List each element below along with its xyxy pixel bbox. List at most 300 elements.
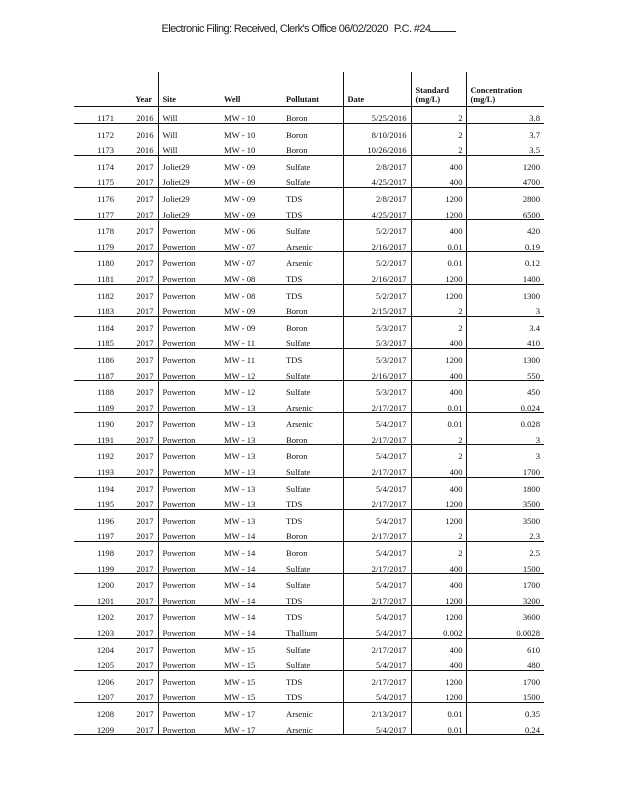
cell-pollutant: Sulfate bbox=[282, 155, 343, 171]
cell-site: Joliet29 bbox=[158, 155, 220, 171]
col-header-year: Year bbox=[118, 72, 158, 107]
cell-standard: 1200 bbox=[411, 268, 466, 284]
cell-row-id: 1185 bbox=[97, 338, 114, 349]
cell-concentration: 0.35 bbox=[466, 702, 544, 718]
cell-concentration: 3500 bbox=[466, 509, 544, 525]
filing-stamp-text: Electronic Filing: Received, Clerk's Office 06/02/2020 bbox=[161, 23, 388, 35]
cell-pollutant: TDS bbox=[282, 348, 343, 364]
cell-well: MW - 15 bbox=[220, 638, 282, 654]
table-row bbox=[74, 493, 544, 509]
cell-well: MW - 14 bbox=[224, 563, 256, 574]
table-row bbox=[74, 542, 544, 558]
table-row bbox=[74, 155, 544, 171]
cell-concentration: 1300 bbox=[466, 284, 544, 300]
cell-row-id: 1196 bbox=[74, 509, 118, 525]
cell-site: Will bbox=[158, 139, 220, 155]
table-row bbox=[74, 204, 544, 220]
table-row bbox=[74, 268, 544, 284]
cell-row-id: 1184 bbox=[74, 316, 118, 332]
cell-date: 5/4/2017 bbox=[343, 686, 411, 702]
cell-pollutant: Arsenic bbox=[286, 241, 313, 252]
cell-well: MW - 11 bbox=[224, 338, 256, 349]
cell-row-id: 1198 bbox=[74, 542, 118, 558]
col-header-standard-line1: Standard bbox=[415, 86, 450, 96]
cell-year: 2017 bbox=[136, 402, 154, 413]
cell-date: 4/25/2017 bbox=[343, 204, 411, 220]
table-row bbox=[74, 316, 544, 332]
cell-year: 2017 bbox=[118, 187, 158, 203]
cell-year: 2017 bbox=[118, 542, 158, 558]
cell-standard: 1200 bbox=[411, 284, 466, 300]
cell-site: Will bbox=[158, 107, 220, 124]
cell-date: 5/4/2017 bbox=[343, 477, 411, 493]
cell-pollutant: TDS bbox=[282, 509, 343, 525]
cell-year: 2017 bbox=[136, 177, 154, 188]
cell-date: 5/2/2017 bbox=[343, 220, 411, 236]
cell-date: 5/3/2017 bbox=[343, 332, 411, 348]
cell-concentration: 0.19 bbox=[466, 236, 544, 252]
cell-pollutant: Arsenic bbox=[282, 719, 343, 735]
cell-pollutant: Sulfate bbox=[286, 563, 311, 574]
cell-year: 2017 bbox=[136, 434, 154, 445]
cell-well: MW - 13 bbox=[220, 413, 282, 429]
cell-date: 5/25/2016 bbox=[343, 107, 411, 124]
cell-site: Powerton bbox=[158, 606, 220, 622]
table-row bbox=[74, 702, 544, 718]
cell-site: Powerton bbox=[158, 429, 220, 445]
cell-site: Powerton bbox=[158, 590, 220, 606]
cell-concentration: 1700 bbox=[466, 574, 544, 590]
cell-site: Powerton bbox=[158, 477, 220, 493]
cell-year: 2016 bbox=[136, 145, 154, 156]
cell-site: Powerton bbox=[158, 332, 220, 348]
cell-year: 2017 bbox=[118, 220, 158, 236]
table-row bbox=[74, 381, 544, 397]
cell-date: 2/17/2017 bbox=[343, 638, 411, 654]
cell-standard: 0.01 bbox=[411, 702, 466, 718]
col-header-standard-line2: (mg/L) bbox=[415, 94, 441, 104]
cell-pollutant: Arsenic bbox=[282, 702, 343, 718]
col-header-date: Date bbox=[343, 72, 411, 107]
cell-row-id: 1187 bbox=[97, 370, 114, 381]
cell-standard: 2 bbox=[411, 300, 466, 316]
cell-site: Powerton bbox=[158, 493, 220, 509]
cell-date: 2/16/2017 bbox=[343, 365, 411, 381]
cell-well: MW - 10 bbox=[224, 145, 256, 156]
cell-row-id: 1186 bbox=[74, 348, 118, 364]
cell-standard: 400 bbox=[411, 574, 466, 590]
cell-standard: 2 bbox=[411, 107, 466, 124]
cell-standard: 400 bbox=[411, 171, 466, 187]
cell-concentration: 0.028 bbox=[466, 413, 544, 429]
table-row bbox=[74, 348, 544, 364]
cell-pollutant: Sulfate bbox=[282, 574, 343, 590]
cell-standard: 1200 bbox=[411, 686, 466, 702]
cell-well: MW - 14 bbox=[220, 542, 282, 558]
cell-standard: 400 bbox=[411, 638, 466, 654]
cell-row-id: 1192 bbox=[74, 445, 118, 461]
cell-pollutant: Sulfate bbox=[286, 660, 311, 671]
cell-date: 2/8/2017 bbox=[343, 187, 411, 203]
cell-date: 2/17/2017 bbox=[343, 670, 411, 686]
cell-row-id: 1205 bbox=[96, 660, 114, 671]
cell-date: 2/13/2017 bbox=[343, 702, 411, 718]
table-row bbox=[74, 445, 544, 461]
cell-year: 2017 bbox=[136, 273, 154, 284]
cell-standard: 0.01 bbox=[411, 252, 466, 268]
cell-pollutant: Boron bbox=[286, 113, 308, 123]
cell-row-id: 1199 bbox=[97, 563, 114, 574]
cell-date: 2/17/2017 bbox=[343, 590, 411, 606]
cell-row-id: 1190 bbox=[74, 413, 118, 429]
cell-well: MW - 09 bbox=[224, 306, 256, 317]
cell-date: 5/3/2017 bbox=[343, 316, 411, 332]
cell-date: 2/17/2017 bbox=[343, 493, 411, 509]
cell-pollutant: Boron bbox=[282, 123, 343, 139]
cell-site: Powerton bbox=[158, 686, 220, 702]
cell-site: Powerton bbox=[158, 638, 220, 654]
table-row bbox=[74, 284, 544, 300]
cell-site: Powerton bbox=[158, 316, 220, 332]
cell-site: Powerton bbox=[158, 670, 220, 686]
cell-date: 5/4/2017 bbox=[343, 574, 411, 590]
cell-pollutant: TDS bbox=[286, 499, 303, 510]
cell-pollutant: Boron bbox=[286, 145, 308, 156]
cell-row-id: 1209 bbox=[74, 719, 118, 735]
table-row bbox=[74, 429, 544, 445]
table-row bbox=[74, 252, 544, 268]
cell-year: 2017 bbox=[136, 595, 154, 606]
cell-concentration: 550 bbox=[466, 365, 544, 381]
cell-standard: 400 bbox=[411, 381, 466, 397]
cell-concentration: 6500 bbox=[466, 204, 544, 220]
cell-year: 2017 bbox=[118, 155, 158, 171]
cell-date: 5/3/2017 bbox=[343, 381, 411, 397]
filing-stamp-header bbox=[0, 22, 618, 35]
cell-row-id: 1202 bbox=[74, 606, 118, 622]
cell-pollutant: Sulfate bbox=[282, 220, 343, 236]
cell-pollutant: Boron bbox=[282, 542, 343, 558]
cell-standard: 1200 bbox=[411, 493, 466, 509]
cell-date: 2/15/2017 bbox=[343, 300, 411, 316]
cell-year: 2017 bbox=[118, 284, 158, 300]
cell-concentration: 1400 bbox=[466, 268, 544, 284]
cell-standard: 1200 bbox=[411, 670, 466, 686]
cell-well: MW - 14 bbox=[224, 628, 256, 638]
cell-row-id: 1207 bbox=[96, 692, 114, 703]
cell-standard: 0.01 bbox=[411, 413, 466, 429]
cell-pollutant: Sulfate bbox=[282, 638, 343, 654]
table-row bbox=[74, 558, 544, 574]
cell-row-id: 1197 bbox=[97, 531, 114, 542]
table-row bbox=[74, 139, 544, 155]
table-row bbox=[74, 171, 544, 187]
cell-year: 2017 bbox=[118, 348, 158, 364]
cell-row-id: 1172 bbox=[74, 123, 118, 139]
cell-row-id: 1201 bbox=[96, 595, 114, 606]
cell-year: 2017 bbox=[118, 606, 158, 622]
cell-well: MW - 15 bbox=[224, 660, 256, 671]
cell-row-id: 1177 bbox=[97, 209, 114, 220]
table-row bbox=[74, 654, 544, 670]
groundwater-exceedance-table bbox=[74, 72, 544, 735]
cell-concentration: 3.4 bbox=[466, 316, 544, 332]
cell-site: Powerton bbox=[158, 525, 220, 541]
cell-concentration: 3 bbox=[466, 445, 544, 461]
cell-concentration: 0.0028 bbox=[466, 622, 544, 638]
filing-stamp-underline bbox=[430, 22, 456, 32]
cell-row-id: 1188 bbox=[74, 381, 118, 397]
cell-date: 5/4/2017 bbox=[343, 542, 411, 558]
cell-year: 2017 bbox=[136, 692, 154, 703]
cell-site: Powerton bbox=[158, 220, 220, 236]
col-header-well: Well bbox=[220, 72, 282, 107]
cell-concentration: 0.024 bbox=[466, 397, 544, 413]
cell-standard: 400 bbox=[411, 365, 466, 381]
cell-concentration: 3200 bbox=[466, 590, 544, 606]
cell-date: 5/4/2017 bbox=[343, 413, 411, 429]
table-row bbox=[74, 719, 544, 735]
cell-row-id: 1182 bbox=[74, 284, 118, 300]
cell-concentration: 1300 bbox=[466, 348, 544, 364]
cell-standard: 0.01 bbox=[411, 236, 466, 252]
cell-well: MW - 08 bbox=[224, 273, 256, 284]
cell-site: Powerton bbox=[158, 445, 220, 461]
cell-standard: 400 bbox=[411, 332, 466, 348]
col-header-row-id bbox=[74, 72, 118, 107]
col-header-standard bbox=[411, 72, 466, 107]
cell-row-id: 1180 bbox=[74, 252, 118, 268]
cell-concentration: 0.24 bbox=[466, 719, 544, 735]
cell-well: MW - 13 bbox=[224, 434, 256, 445]
cell-well: MW - 08 bbox=[220, 284, 282, 300]
cell-standard: 400 bbox=[411, 477, 466, 493]
table-row bbox=[74, 477, 544, 493]
cell-year: 2017 bbox=[118, 477, 158, 493]
cell-well: MW - 13 bbox=[224, 402, 256, 413]
table-row bbox=[74, 332, 544, 348]
col-header-site: Site bbox=[158, 72, 220, 107]
cell-site: Powerton bbox=[158, 252, 220, 268]
cell-well: MW - 13 bbox=[224, 499, 256, 510]
cell-row-id: 1171 bbox=[97, 113, 114, 123]
cell-well: MW - 07 bbox=[224, 241, 256, 252]
cell-pollutant: Sulfate bbox=[286, 177, 311, 188]
cell-year: 2017 bbox=[136, 467, 154, 478]
cell-row-id: 1203 bbox=[96, 628, 114, 638]
cell-standard: 0.01 bbox=[411, 719, 466, 735]
col-header-concentration bbox=[466, 72, 544, 107]
cell-site: Powerton bbox=[158, 542, 220, 558]
cell-concentration: 3 bbox=[466, 300, 544, 316]
cell-row-id: 1195 bbox=[97, 499, 114, 510]
cell-concentration: 1700 bbox=[466, 461, 544, 477]
cell-well: MW - 13 bbox=[224, 467, 256, 478]
cell-date: 2/17/2017 bbox=[343, 525, 411, 541]
cell-well: MW - 10 bbox=[220, 123, 282, 139]
cell-concentration: 410 bbox=[466, 332, 544, 348]
cell-year: 2017 bbox=[136, 209, 154, 220]
cell-concentration: 0.12 bbox=[466, 252, 544, 268]
cell-pollutant: Sulfate bbox=[286, 467, 311, 478]
cell-year: 2017 bbox=[136, 306, 154, 317]
cell-date: 5/4/2017 bbox=[343, 606, 411, 622]
table-row bbox=[74, 670, 544, 686]
cell-standard: 1200 bbox=[411, 187, 466, 203]
cell-year: 2016 bbox=[136, 113, 154, 123]
cell-pollutant: Boron bbox=[286, 306, 308, 317]
cell-concentration: 3.5 bbox=[466, 139, 544, 155]
cell-year: 2017 bbox=[136, 241, 154, 252]
cell-date: 2/16/2017 bbox=[343, 236, 411, 252]
cell-date: 5/4/2017 bbox=[343, 622, 411, 638]
cell-year: 2017 bbox=[136, 563, 154, 574]
cell-well: MW - 11 bbox=[220, 348, 282, 364]
cell-row-id: 1183 bbox=[97, 306, 114, 317]
cell-well: MW - 12 bbox=[224, 370, 256, 381]
cell-well: MW - 15 bbox=[220, 670, 282, 686]
cell-site: Powerton bbox=[158, 702, 220, 718]
cell-well: MW - 17 bbox=[220, 702, 282, 718]
cell-site: Powerton bbox=[158, 654, 220, 670]
cell-date: 5/4/2017 bbox=[343, 719, 411, 735]
cell-standard: 1200 bbox=[411, 509, 466, 525]
cell-site: Will bbox=[158, 123, 220, 139]
cell-standard: 400 bbox=[411, 155, 466, 171]
cell-well: MW - 09 bbox=[220, 316, 282, 332]
cell-year: 2017 bbox=[118, 413, 158, 429]
cell-year: 2017 bbox=[118, 574, 158, 590]
table-row bbox=[74, 397, 544, 413]
cell-site: Powerton bbox=[158, 622, 220, 638]
cell-site: Powerton bbox=[158, 268, 220, 284]
cell-row-id: 1200 bbox=[74, 574, 118, 590]
cell-well: MW - 13 bbox=[220, 477, 282, 493]
cell-concentration: 3.7 bbox=[466, 123, 544, 139]
cell-site: Joliet29 bbox=[158, 171, 220, 187]
cell-standard: 400 bbox=[411, 654, 466, 670]
cell-standard: 400 bbox=[411, 220, 466, 236]
cell-well: MW - 14 bbox=[220, 606, 282, 622]
cell-pollutant: Arsenic bbox=[282, 413, 343, 429]
cell-concentration: 1800 bbox=[466, 477, 544, 493]
table-row bbox=[74, 461, 544, 477]
cell-standard: 2 bbox=[411, 139, 466, 155]
cell-concentration: 3600 bbox=[466, 606, 544, 622]
cell-well: MW - 13 bbox=[220, 509, 282, 525]
table-row bbox=[74, 686, 544, 702]
cell-standard: 1200 bbox=[411, 606, 466, 622]
cell-concentration: 3 bbox=[466, 429, 544, 445]
cell-well: MW - 15 bbox=[224, 692, 256, 703]
cell-pollutant: Boron bbox=[282, 445, 343, 461]
cell-row-id: 1176 bbox=[74, 187, 118, 203]
cell-pollutant: Boron bbox=[286, 531, 308, 542]
cell-concentration: 1700 bbox=[466, 670, 544, 686]
cell-date: 5/4/2017 bbox=[343, 445, 411, 461]
cell-date: 2/16/2017 bbox=[343, 268, 411, 284]
cell-standard: 1200 bbox=[411, 590, 466, 606]
cell-row-id: 1173 bbox=[97, 145, 114, 156]
cell-year: 2017 bbox=[136, 370, 154, 381]
cell-well: MW - 12 bbox=[220, 381, 282, 397]
cell-date: 2/17/2017 bbox=[343, 429, 411, 445]
cell-pollutant: TDS bbox=[286, 692, 303, 703]
cell-row-id: 1204 bbox=[74, 638, 118, 654]
cell-pollutant: Arsenic bbox=[286, 402, 313, 413]
filing-stamp-pc-number: P.C. #24 bbox=[393, 23, 431, 35]
cell-pollutant: Thallium bbox=[286, 628, 318, 638]
cell-row-id: 1206 bbox=[74, 670, 118, 686]
cell-row-id: 1178 bbox=[74, 220, 118, 236]
table-row bbox=[74, 300, 544, 316]
cell-year: 2017 bbox=[118, 509, 158, 525]
cell-date: 5/2/2017 bbox=[343, 284, 411, 300]
cell-standard: 0.01 bbox=[411, 397, 466, 413]
cell-year: 2017 bbox=[136, 499, 154, 510]
cell-pollutant: Sulfate bbox=[282, 477, 343, 493]
cell-year: 2017 bbox=[136, 628, 154, 638]
table-row bbox=[74, 525, 544, 541]
cell-standard: 0.002 bbox=[411, 622, 466, 638]
cell-date: 2/17/2017 bbox=[343, 558, 411, 574]
cell-standard: 400 bbox=[411, 558, 466, 574]
cell-year: 2017 bbox=[118, 381, 158, 397]
cell-date: 8/10/2016 bbox=[343, 123, 411, 139]
cell-site: Powerton bbox=[158, 397, 220, 413]
cell-site: Powerton bbox=[158, 719, 220, 735]
cell-standard: 2 bbox=[411, 429, 466, 445]
cell-well: MW - 07 bbox=[220, 252, 282, 268]
cell-standard: 2 bbox=[411, 445, 466, 461]
cell-pollutant: Sulfate bbox=[286, 338, 311, 349]
cell-site: Powerton bbox=[158, 284, 220, 300]
table-row bbox=[74, 590, 544, 606]
cell-site: Joliet29 bbox=[158, 204, 220, 220]
cell-row-id: 1193 bbox=[97, 467, 114, 478]
cell-pollutant: TDS bbox=[282, 284, 343, 300]
table-row bbox=[74, 622, 544, 638]
cell-row-id: 1174 bbox=[74, 155, 118, 171]
cell-date: 5/4/2017 bbox=[343, 654, 411, 670]
cell-date: 10/26/2016 bbox=[343, 139, 411, 155]
cell-concentration: 610 bbox=[466, 638, 544, 654]
cell-well: MW - 14 bbox=[224, 595, 256, 606]
cell-well: MW - 10 bbox=[224, 113, 256, 123]
cell-standard: 400 bbox=[411, 461, 466, 477]
cell-pollutant: Arsenic bbox=[282, 252, 343, 268]
cell-well: MW - 09 bbox=[220, 155, 282, 171]
cell-row-id: 1208 bbox=[74, 702, 118, 718]
col-header-pollutant: Pollutant bbox=[282, 72, 343, 107]
cell-site: Powerton bbox=[158, 461, 220, 477]
cell-date: 5/4/2017 bbox=[343, 509, 411, 525]
cell-year: 2017 bbox=[118, 702, 158, 718]
cell-site: Powerton bbox=[158, 381, 220, 397]
cell-pollutant: TDS bbox=[282, 187, 343, 203]
cell-standard: 2 bbox=[411, 542, 466, 558]
cell-pollutant: TDS bbox=[286, 595, 303, 606]
cell-standard: 2 bbox=[411, 525, 466, 541]
cell-site: Powerton bbox=[158, 574, 220, 590]
cell-pollutant: Sulfate bbox=[282, 381, 343, 397]
cell-pollutant: Sulfate bbox=[286, 370, 311, 381]
cell-concentration: 1200 bbox=[466, 155, 544, 171]
table-row bbox=[74, 123, 544, 139]
cell-date: 2/8/2017 bbox=[343, 155, 411, 171]
cell-well: MW - 06 bbox=[220, 220, 282, 236]
cell-concentration: 2800 bbox=[466, 187, 544, 203]
